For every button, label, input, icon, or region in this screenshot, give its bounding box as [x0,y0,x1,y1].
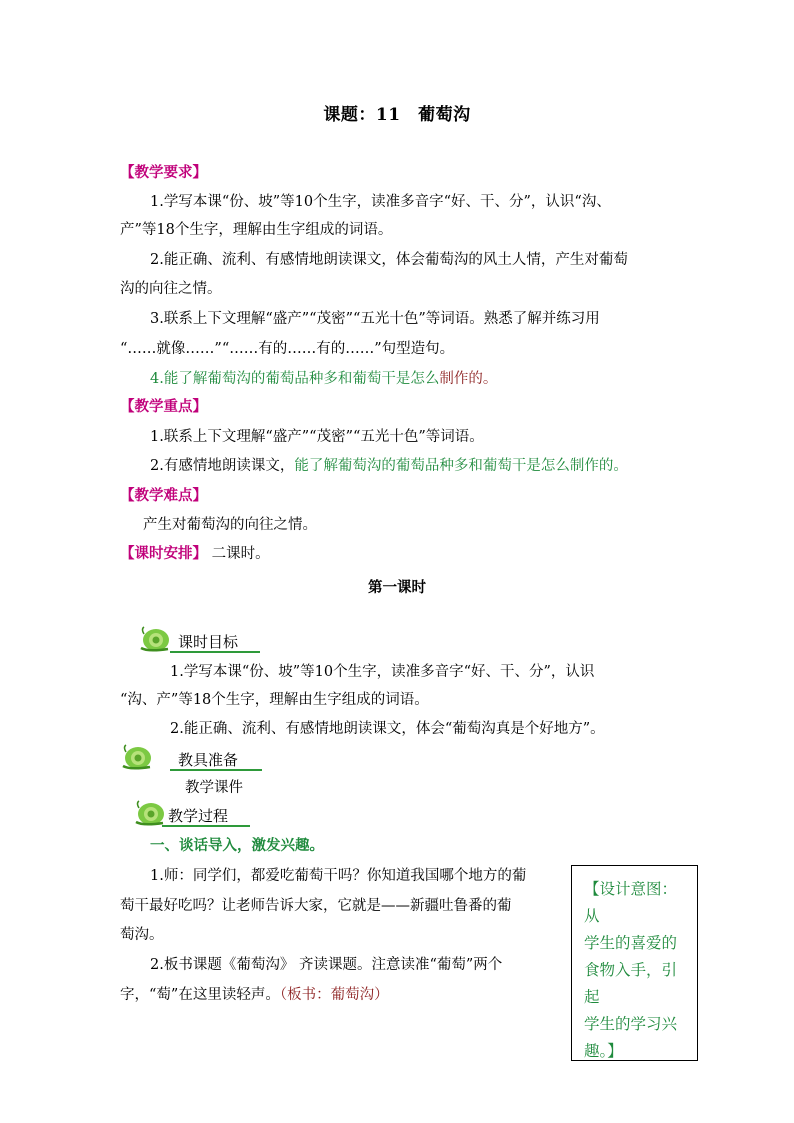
lesson-title: 第一课时 [368,579,426,596]
goals-title: 课时目标 [178,633,239,651]
focus-line-1: 1.联系上下文理解“盛产”“茂密”“五光十色”等词语。 [150,429,484,445]
process-title-underline [162,825,250,827]
process-line-5 [120,985,389,1005]
requirements-item4-prefix: 4. [150,371,164,387]
snail-icon [138,625,172,653]
difficulty-header: 【教学难点】 [120,487,207,504]
focus-line-2 [150,456,628,476]
goals-line-3: 2.能正确、流利、有感情地朗读课文，体会“葡萄沟真是个好地方”。 [170,721,605,737]
goals-line-2: “沟、产”等18个生字，理解由生字组成的词语。 [120,692,429,708]
requirements-line-6: “……就像……”“……有的……有的……”句型造句。 [120,341,455,357]
schedule-header: 【课时安排】 [120,545,207,562]
schedule-line [120,544,270,564]
requirements-line-7 [150,369,497,389]
materials-title: 教具准备 [178,751,239,769]
snail-icon [133,799,167,827]
goals-title-underline [170,651,260,653]
focus-header: 【教学重点】 [120,398,207,415]
process-line-5-plain: 字，“萄”在这里读轻声。 [120,987,280,1003]
process-step1: 一、谈话导入，激发兴趣。 [150,837,324,854]
requirements-item4-red: 制作的。 [439,371,498,387]
process-title: 教学过程 [168,807,229,825]
process-line-5-red: （板书：葡萄沟） [279,987,389,1003]
schedule-value: 二课时。 [211,546,270,562]
process-line-3: 萄沟。 [120,927,164,943]
process-line-2: 萄干最好吃吗？让老师告诉大家，它就是——新疆吐鲁番的葡 [120,898,512,914]
requirements-line-1: 1.学写本课“份、坡”等10个生字，读准多音字“好、干、分”，认识“沟、 [150,194,611,210]
focus-line-2-green: 能了解葡萄沟的葡萄品种多和葡萄干是怎么制作的。 [294,458,628,474]
requirements-item4-green: 能了解葡萄沟的葡萄品种多和葡萄干是怎么 [163,371,440,387]
requirements-line-4: 沟的向往之情。 [120,281,222,297]
requirements-line-3: 2.能正确、流利、有感情地朗读课文，体会葡萄沟的风土人情，产生对葡萄 [150,252,628,268]
requirements-line-2: 产”等18个生字，理解由生字组成的词语。 [120,222,393,238]
design-intent-box: 【设计意图：从 学生的喜爱的 食物入手，引起 学生的学习兴 趣。】 [571,865,698,1061]
difficulty-line: 产生对葡萄沟的向往之情。 [143,517,317,533]
page-title: 课题：11 葡萄沟 [323,105,471,125]
requirements-line-5: 3.联系上下文理解“盛产”“茂密”“五光十色”等词语。熟悉了解并练习用 [150,311,600,327]
process-line-1: 1.师：同学们，都爱吃葡萄干吗？你知道我国哪个地方的葡 [150,868,527,884]
focus-line-2-plain: 2.有感情地朗读课文， [150,458,295,474]
goals-line-1: 1.学写本课“份、坡”等10个生字，读准多音字“好、干、分”，认识 [170,664,595,680]
materials-title-underline [170,769,262,771]
requirements-header: 【教学要求】 [120,164,207,181]
process-line-4: 2.板书课题《葡萄沟》 齐读课题。注意读准“葡萄”两个 [150,957,503,973]
materials-content: 教学课件 [185,780,243,796]
snail-icon [120,743,154,771]
